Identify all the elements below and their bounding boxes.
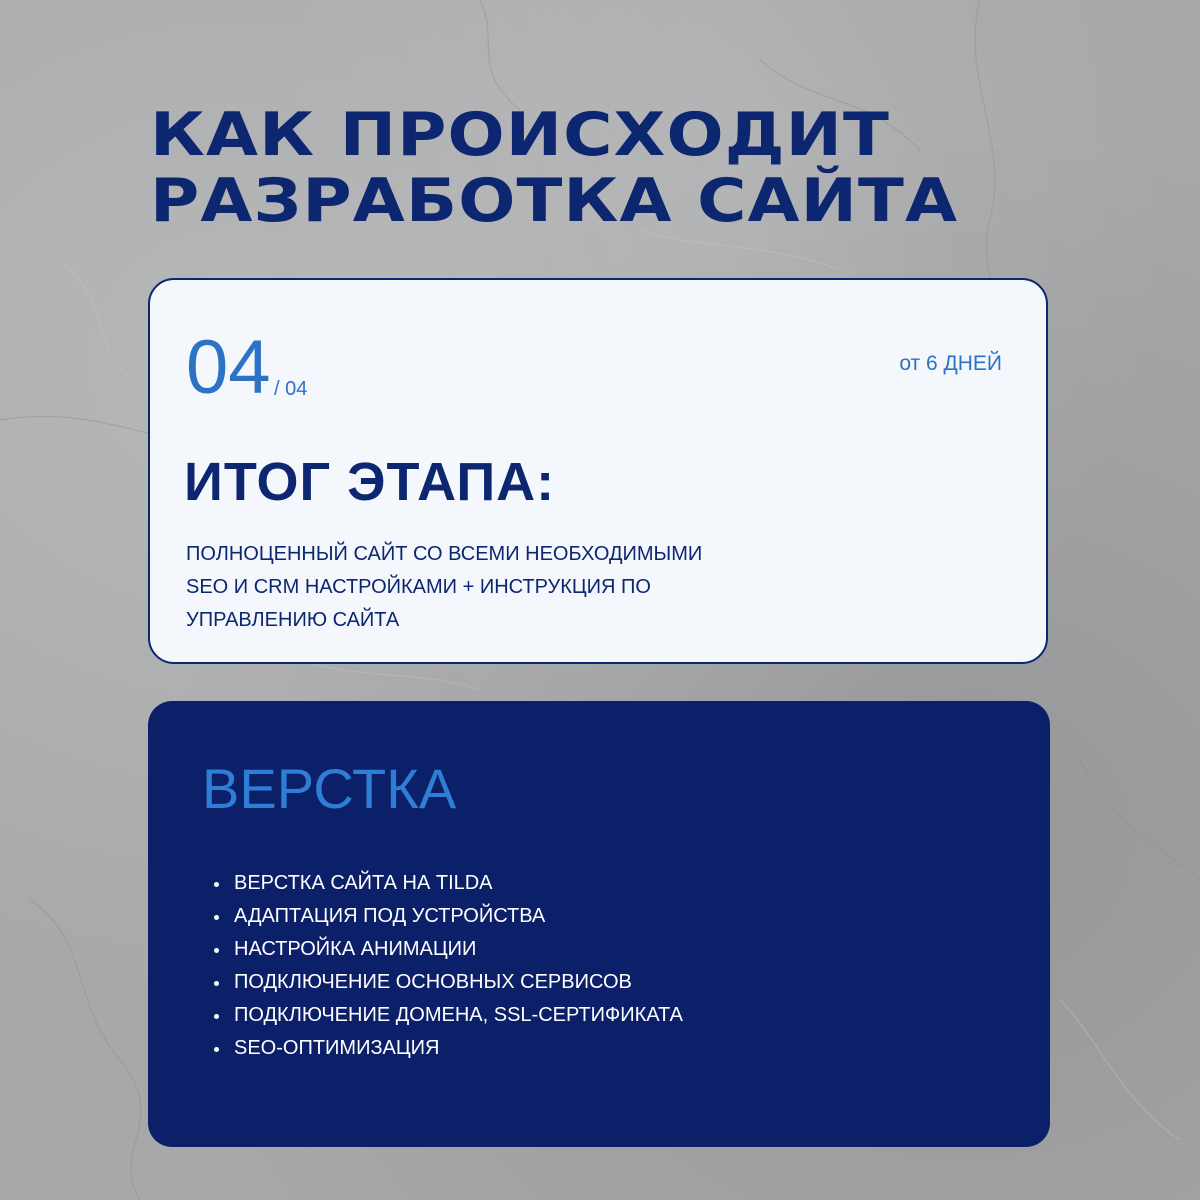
stage-result-title: ИТОГ ЭТАПА: [184, 452, 556, 512]
list-item: ПОДКЛЮЧЕНИЕ ОСНОВНЫХ СЕРВИСОВ [212, 966, 683, 999]
stage-result-text [186, 538, 786, 637]
stage-result-card [148, 278, 1048, 664]
stage-tasks-card [148, 701, 1050, 1147]
stage-result-text-line-1: ПОЛНОЦЕННЫЙ САЙТ СО ВСЕМИ НЕОБХОДИМЫМИ [186, 543, 703, 565]
page-title [150, 102, 958, 234]
stage-duration: от 6 ДНЕЙ [899, 352, 1002, 375]
list-item: АДАПТАЦИЯ ПОД УСТРОЙСТВА [212, 900, 683, 933]
stage-tasks-title: ВЕРСТКА [202, 757, 457, 820]
step-total: / 04 [274, 378, 308, 400]
stage-tasks-list [212, 867, 683, 1065]
stage-result-text-line-2: SEO И CRM НАСТРОЙКАМИ + ИНСТРУКЦИЯ ПО [186, 576, 651, 598]
page-title-line-1: КАК ПРОИСХОДИТ [150, 100, 890, 170]
step-number: 04 [186, 325, 271, 410]
list-item: НАСТРОЙКА АНИМАЦИИ [212, 933, 683, 966]
list-item: ПОДКЛЮЧЕНИЕ ДОМЕНА, SSL-СЕРТИФИКАТА [212, 999, 683, 1032]
list-item: ВЕРСТКА САЙТА НА TILDA [212, 867, 683, 900]
stage-result-text-line-3: УПРАВЛЕНИЮ САЙТА [186, 609, 400, 631]
page-title-line-2: РАЗРАБОТКА САЙТА [150, 166, 959, 236]
list-item: SEO-ОПТИМИЗАЦИЯ [212, 1032, 683, 1065]
